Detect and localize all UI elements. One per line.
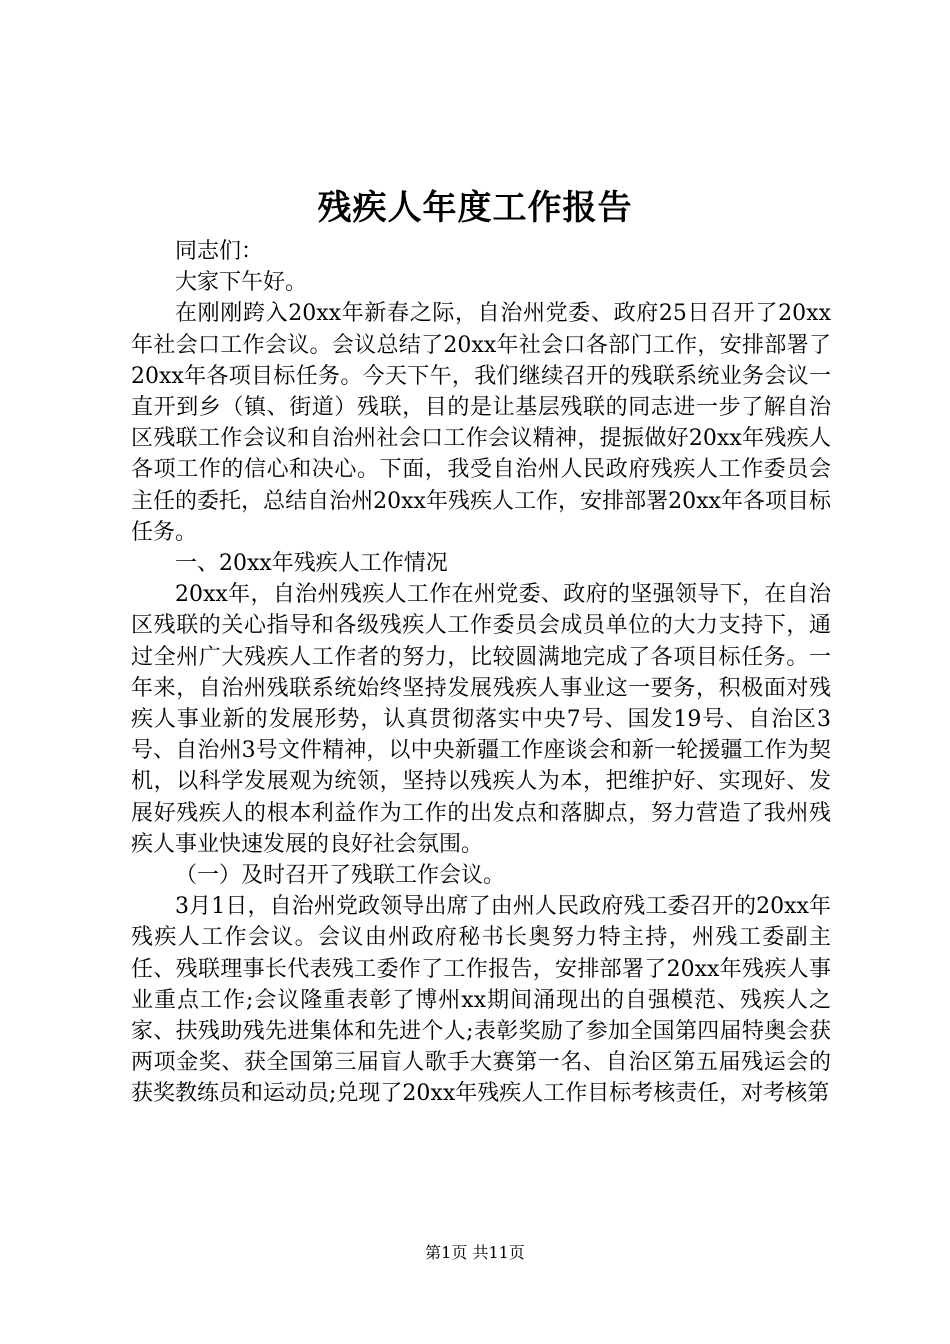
meeting-paragraph: 3月1日，自治州党政领导出席了由州人民政府残工委召开的20xx年残疾人工作会议。会议由州政府秘书长奥努力特主持，州残工委副主任、残联理事长代表残工委作了工作报告，安排部署了20xx年残疾人事业重点工作;会议隆重表彰了博州xx期间涌现出的自强模范、残疾人之家、扶残助残先进集体和先进个人;表彰奖励了参加全国第四届特奥会获两项金奖、获全国第三届盲人歌手大赛第一名、自治区第五届残运会的获奖教练员和运动员;兑现了20xx年残疾人工作目标考核责任，对考核第 [131,894,831,1107]
subsection-heading: （一）及时召开了残联工作会议。 [175,863,506,889]
document-title: 残疾人年度工作报告 [317,188,633,228]
intro-paragraph: 在刚刚跨入20xx年新春之际，自治州党委、政府25日召开了20xx年社会口工作会议。会议总结了20xx年社会口各部门工作，安排部署了20xx年各项目标任务。今天下午，我们继续召开的残联系统业务会议一直开到乡（镇、街道）残联，目的是让基层残联的同志进一步了解自治区残联工作会议和自治州社会口工作会议精神，提振做好20xx年残疾人各项工作的信心和决心。下面，我受自治州人民政府残疾人工作委员会主任的委托，总结自治州20xx年残疾人工作，安排部署20xx年各项目标任务。 [131,301,831,545]
document-body [131,236,831,1110]
summary-paragraph: 20xx年，自治州残疾人工作在州党委、政府的坚强领导下，在自治区残联的关心指导和各级残疾人工作委员会成员单位的大力支持下，通过全州广大残疾人工作者的努力，比较圆满地完成了各项目标任务。一年来，自治州残联系统始终坚持发展残疾人事业这一要务，积极面对残疾人事业新的发展形势，认真贯彻落实中央7号、国发19号、自治区3号、自治州3号文件精神，以中央新疆工作座谈会和新一轮援疆工作为契机，以科学发展观为统领，坚持以残疾人为本，把维护好、实现好、发展好残疾人的根本利益作为工作的出发点和落脚点，努力营造了我州残疾人事业快速发展的良好社会氛围。 [131,582,831,857]
salutation: 同志们： [175,239,264,264]
greeting: 大家下午好。 [175,270,308,296]
page-footer: 第1页 共11页 [425,1243,525,1262]
section-heading: 一、20xx年残疾人工作情况 [175,551,448,577]
